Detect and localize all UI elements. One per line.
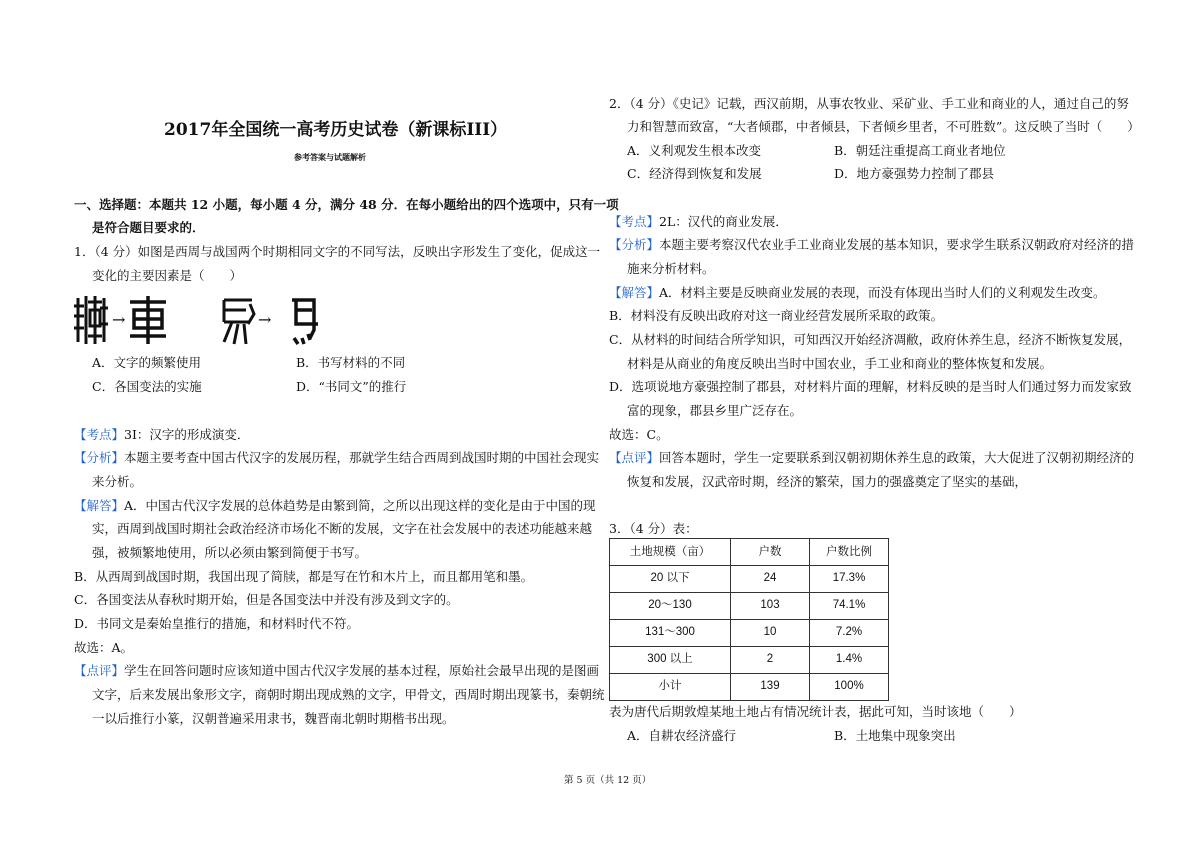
q1-dianping-line-2: 文字，后来发展出象形文字，商朝时期出现成熟的文字，甲骨文，西周时期出现篆书，秦朝统 (92, 687, 605, 702)
q1-fenxi-line-2: 来分析。 (92, 474, 143, 489)
q3-caption: 表为唐代后期敦煌某地土地占有情况统计表，据此可知，当时该地（ ） (609, 704, 1022, 719)
dianping-tag: 【点评】 (609, 450, 660, 465)
q1-dianping-line-3: 一以后推行小篆，汉朝普遍采用隶书，魏晋南北朝时期楷书出现。 (92, 711, 455, 726)
dianping-text: 回答本题时，学生一定要联系到汉朝初期休养生息的政策，大大促进了汉朝初期经济的 (659, 450, 1135, 465)
jieda-text: A．材料主要是反映商业发展的表现，而没有体现出当时人们的义利观发生改变。 (659, 285, 1106, 300)
q2-option-b: B．朝廷注重提高工商业者地位 (834, 143, 1006, 158)
table-row (610, 647, 889, 674)
table-header: 户数比例 (810, 539, 889, 566)
zhou-ma-glyph (224, 300, 254, 344)
q2-explain-d-line-2: 富的现象，郡县乡里广泛存在。 (627, 403, 803, 418)
q2-stem-line-1: 2．（4 分）《史记》记载，西汉前期，从事农牧业、采矿业、手工业和商业的人，通过自己的努 (609, 96, 1129, 111)
q2-explain-c-line-1: C．从材料的时间结合所学知识，可知西汉开始经济凋敝，政府休养生息，经济不断恢复发展， (609, 332, 1132, 347)
table-cell: 1.4% (810, 647, 889, 674)
table-cell: 17.3% (810, 566, 889, 593)
q2-answer: 故选：C。 (609, 427, 669, 442)
q1-option-a: A．文字的频繁使用 (92, 355, 202, 370)
q1-explain-b: B．从西周到战国时期，我国出现了简牍，都是写在竹和木片上，而且都用笔和墨。 (74, 569, 534, 584)
q2-dianping-line-2: 恢复和发展，汉武帝时期，经济的繁荣，国力的强盛奠定了坚实的基础， (627, 474, 1028, 489)
q2-option-a: A．义利观发生根本改变 (627, 143, 762, 158)
zhou-che-glyph (74, 296, 108, 344)
q2-option-c: C．经济得到恢复和发展 (627, 166, 762, 181)
kaodian-tag: 【考点】 (74, 427, 125, 442)
warring-che-glyph (130, 296, 166, 344)
fenxi-tag: 【分析】 (74, 450, 125, 465)
q1-kaodian (74, 429, 249, 442)
jieda-tag: 【解答】 (609, 285, 660, 300)
q3-stem: 3．（4 分）表： (609, 521, 698, 536)
arrow-icon: → (258, 310, 272, 329)
dianping-text: 学生在回答问题时应该知道中国古代汉字发展的基本过程，原始社会最早出现的是图画 (124, 663, 600, 678)
q2-explain-c-line-2: 材料是从商业的角度反映出当时中国农业，手工业和商业的整体恢复和发展。 (627, 356, 1053, 371)
q2-jieda (609, 287, 1106, 300)
q1-jieda-line-3: 强，被频繁地使用，所以必须由繁到简便于书写。 (92, 545, 368, 560)
jieda-tag: 【解答】 (74, 498, 125, 513)
q2-explain-d-line-1: D．选项说地方豪强控制了郡县，对材料片面的理解，材料反映的是当时人们通过努力而发家致 (609, 379, 1132, 394)
q2-kaodian (609, 216, 788, 229)
table-cell: 139 (731, 674, 810, 701)
table-cell: 20 以下 (610, 566, 731, 593)
table-row (610, 620, 889, 647)
q2-option-d: D．地方豪强势力控制了郡县 (834, 166, 995, 181)
q1-explain-c: C．各国变法从春秋时期开始，但是各国变法中并没有涉及到文字的。 (74, 592, 459, 607)
page-number: 第 5 页（共 12 页） (564, 775, 652, 786)
q1-stem-line-1: 1．（4 分）如图是西周与战国两个时期相同文字的不同写法，反映出字形发生了变化，促成这一 (74, 244, 601, 259)
table-row (610, 674, 889, 701)
arrow-icon: → (112, 310, 126, 329)
q1-jieda-line-2: 实，西周到战国时期社会政治经济市场化不断的发展，文字在社会发展中的表述功能越来越 (92, 521, 593, 536)
q1-answer: 故选：A。 (74, 640, 134, 655)
kaodian-text: 3I：汉字的形成演变． (124, 427, 250, 442)
table-cell: 24 (731, 566, 810, 593)
table-cell: 7.2% (810, 620, 889, 647)
q2-explain-b: B．材料没有反映出政府对这一商业经营发展所采取的政策。 (609, 308, 944, 323)
q1-character-figure (74, 294, 334, 346)
kaodian-text: 2L：汉代的商业发展． (659, 214, 788, 229)
q2-stem-line-2: 力和智慧而致富，“大者倾郡，中者倾县，下者倾乡里者，不可胜数”。这反映了当时（ ） (627, 119, 1140, 134)
fenxi-tag: 【分析】 (609, 237, 660, 252)
q1-jieda-line-1 (74, 500, 596, 513)
table-cell: 20～130 (610, 593, 731, 620)
q1-option-b: B．书写材料的不同 (296, 355, 406, 370)
table-cell: 103 (731, 593, 810, 620)
dianping-tag: 【点评】 (74, 663, 125, 678)
table-cell: 2 (731, 647, 810, 674)
page-subtitle: 参考答案与试题解析 (294, 152, 366, 162)
q1-fenxi-line-1 (74, 452, 599, 465)
kaodian-tag: 【考点】 (609, 214, 660, 229)
table-header: 土地规模（亩） (610, 539, 731, 566)
q1-option-d: D．“书同文”的推行 (296, 379, 407, 394)
table-cell: 74.1% (810, 593, 889, 620)
q1-option-c: C．各国变法的实施 (92, 379, 202, 394)
q3-option-b: B．土地集中现象突出 (834, 728, 956, 743)
q1-dianping-line-1 (74, 665, 599, 678)
q3-option-a: A．自耕农经济盛行 (627, 728, 737, 743)
q2-dianping-line-1 (609, 452, 1134, 465)
warring-ma-glyph (292, 300, 318, 344)
page-title: 2017年全国统一高考历史试卷（新课标III） (164, 120, 508, 140)
fenxi-text: 本题主要考察汉代农业手工业商业发展的基本知识，要求学生联系汉朝政府对经济的措 (659, 237, 1135, 252)
section-heading-line-1: 一、选择题：本题共 12 小题，每小题 4 分，满分 48 分．在每小题给出的四个选项中，只有一项 (74, 197, 619, 212)
table-row (610, 593, 889, 620)
table-row (610, 566, 889, 593)
table-cell: 100% (810, 674, 889, 701)
jieda-text: A．中国古代汉字发展的总体趋势是由繁到简，之所以出现这样的变化是由于中国的现 (124, 498, 596, 513)
q2-fenxi-line-2: 施来分析材料。 (627, 261, 715, 276)
q2-fenxi-line-1 (609, 239, 1134, 252)
q1-explain-d: D．书同文是秦始皇推行的措施，和材料时代不符。 (74, 616, 360, 631)
table-cell: 131～300 (610, 620, 731, 647)
table-cell: 10 (731, 620, 810, 647)
section-heading-line-2: 是符合题目要求的． (92, 220, 205, 235)
land-statistics-table (609, 538, 889, 701)
table-header-row (610, 539, 889, 566)
fenxi-text: 本题主要考查中国古代汉字的发展历程，那就学生结合西周到战国时期的中国社会现实 (124, 450, 600, 465)
table-cell: 300 以上 (610, 647, 731, 674)
table-cell: 小计 (610, 674, 731, 701)
table-header: 户数 (731, 539, 810, 566)
q1-stem-line-2: 变化的主要因素是（ ） (92, 268, 243, 283)
